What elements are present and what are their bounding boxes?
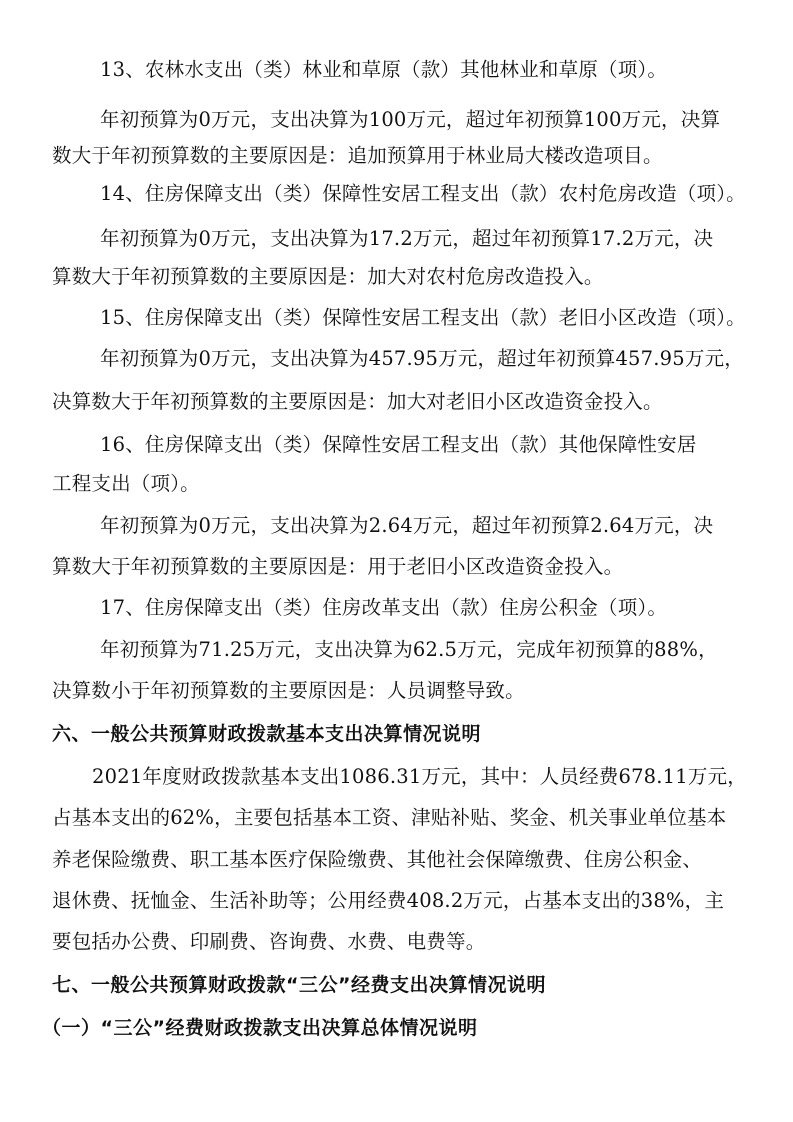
item-17-text-line-1: 年初预算为71.25万元，支出决算为62.5万元，完成年初预算的88%， bbox=[100, 638, 718, 661]
section-6-text-line-2: 占基本支出的62%，主要包括基本工资、津贴补贴、奖金、机关事业单位基本 bbox=[52, 806, 727, 829]
item-16-title-line-1: 16、住房保障支出（类）保障性安居工程支出（款）其他保障性安居 bbox=[100, 433, 697, 456]
item-16-title-line-2: 工程支出（项）。 bbox=[52, 472, 200, 495]
item-15-text-line-2: 决算数大于年初预算数的主要原因是：加大对老旧小区改造资金投入。 bbox=[52, 390, 663, 413]
item-15-text-line-1: 年初预算为0万元，支出决算为457.95万元，超过年初预算457.95万元， bbox=[100, 347, 744, 370]
item-14-title: 14、住房保障支出（类）保障性安居工程支出（款）农村危房改造（项）。 bbox=[100, 182, 746, 205]
item-13-text-line-2: 数大于年初预算数的主要原因是：追加预算用于林业局大楼改造项目。 bbox=[52, 144, 663, 167]
section-6-text-line-5: 要包括办公费、印刷费、咨询费、水费、电费等。 bbox=[52, 930, 486, 953]
section-6-text-line-1: 2021年度财政拨款基本支出1086.31万元，其中：人员经费678.11万元， bbox=[92, 765, 747, 788]
item-13-title: 13、农林水支出（类）林业和草原（款）其他林业和草原（项）。 bbox=[100, 58, 668, 81]
item-17-text-line-2: 决算数小于年初预算数的主要原因是：人员调整导致。 bbox=[52, 679, 525, 702]
item-17-title: 17、住房保障支出（类）住房改革支出（款）住房公积金（项）。 bbox=[100, 596, 668, 619]
section-7-heading: 七、一般公共预算财政拨款“三公”经费支出决算情况说明 bbox=[52, 974, 546, 996]
section-7-subheading-1: （一）“三公”经费财政拨款支出决算总体情况说明 bbox=[42, 1017, 478, 1039]
item-16-text-line-2: 算数大于年初预算数的主要原因是：用于老旧小区改造资金投入。 bbox=[52, 555, 624, 578]
item-15-title: 15、住房保障支出（类）保障性安居工程支出（款）老旧小区改造（项）。 bbox=[100, 306, 746, 329]
item-14-text-line-1: 年初预算为0万元，支出决算为17.2万元，超过年初预算17.2万元，决 bbox=[100, 227, 714, 250]
item-16-text-line-1: 年初预算为0万元，支出决算为2.64万元，超过年初预算2.64万元，决 bbox=[100, 514, 714, 537]
item-13-text-line-1: 年初预算为0万元，支出决算为100万元，超过年初预算100万元，决算 bbox=[100, 108, 721, 131]
section-6-text-line-3: 养老保险缴费、职工基本医疗保险缴费、其他社会保障缴费、住房公积金、 bbox=[52, 848, 703, 871]
section-6-heading: 六、一般公共预算财政拨款基本支出决算情况说明 bbox=[52, 723, 482, 745]
item-14-text-line-2: 算数大于年初预算数的主要原因是：加大对农村危房改造投入。 bbox=[52, 265, 604, 288]
section-6-text-line-4: 退休费、抚恤金、生活补助等；公用经费408.2万元，占基本支出的38%，主 bbox=[52, 889, 725, 912]
